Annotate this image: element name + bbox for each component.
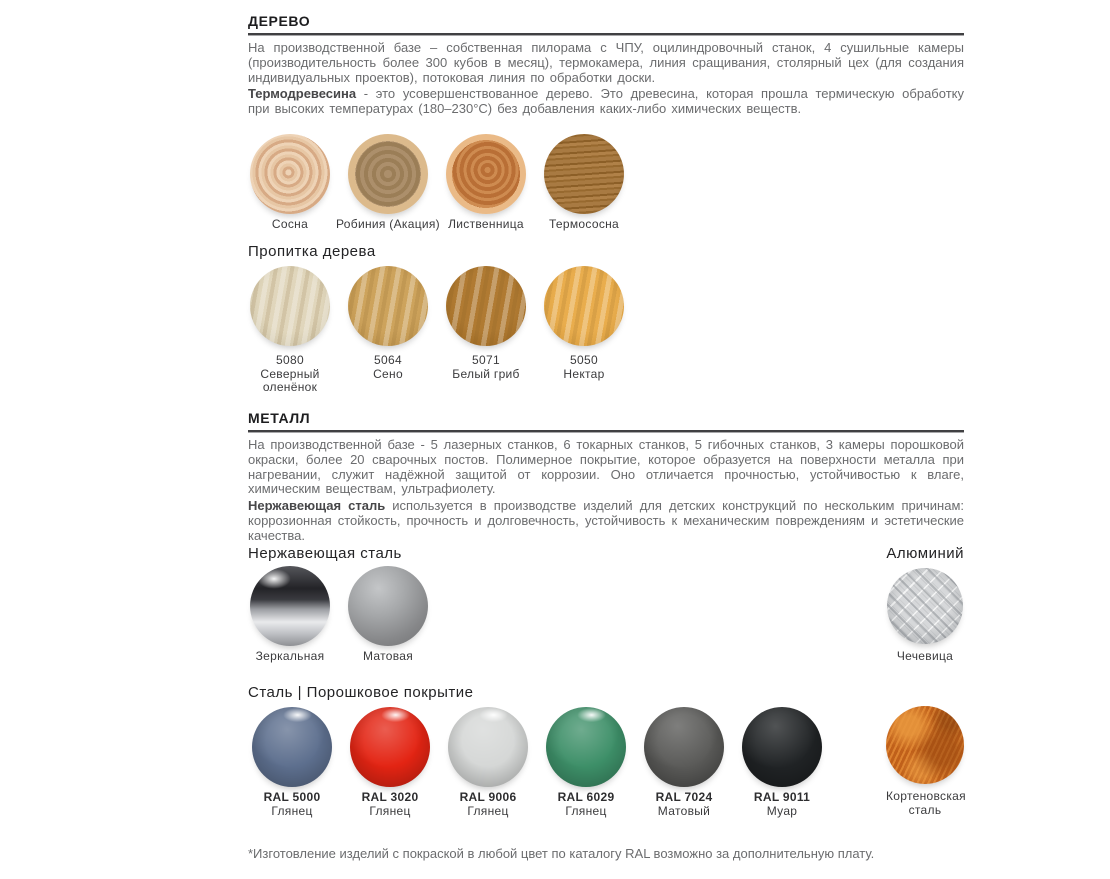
impregnation-title: Пропитка дерева [248,243,376,260]
ral-code: RAL 9011 [753,790,811,804]
corten-label-line2: сталь [908,802,942,817]
wood-section-title: ДЕРЕВО [248,13,311,29]
ral3020-label [362,791,419,818]
wood-section-header [248,13,964,36]
wood-section-divider [248,33,964,36]
wood-swatch-thermopine [544,134,624,231]
stainless-lead: Нержавеющая сталь [248,498,386,514]
impregnation-swatch-5080 [250,266,330,394]
stainless-text: используется в производстве изделий для детских конструкций по нескольким причинам: коррозионная стойкость, прочность и долговечность, устойчивость к механическим повреждениям и эстетические качества. [248,498,965,543]
wood-swatch-robinia [336,134,440,231]
ral-finish: Глянец [467,803,509,818]
metal-section-divider [248,430,964,433]
ral-footnote: *Изготовление изделий с покраской в любой цвет по каталогу RAL возможно за дополнительную плату. [248,846,875,861]
ral7024-label [656,791,713,818]
stain-5050-image [544,266,624,346]
ral7024-ball-image [644,707,724,787]
corten-label [886,790,964,817]
matte-steel-sphere-image [348,566,428,646]
powder-swatch-ral3020 [350,707,430,818]
impregnation-swatch-5071 [446,266,526,381]
stain-code: 5071 [472,353,500,367]
aluminum-checkerplate-image [887,568,963,644]
ral6029-ball-image [546,707,626,787]
ral-code: RAL 5000 [263,790,321,804]
metal-section-text [248,438,964,544]
thermopine-label: Термососна [548,217,620,231]
ral-code: RAL 7024 [655,790,713,804]
stain-5080-image [250,266,330,346]
wood-species-row [250,134,624,231]
robinia-slice-image [348,134,428,214]
wood-swatch-larch [446,134,526,231]
pine-slice-image [250,134,330,214]
corten-swatch [886,706,964,817]
matte-steel-label: Матовая [362,649,414,663]
stain-name-line1: Нектар [563,366,605,381]
ral3020-ball-image [350,707,430,787]
stain-5071-label [452,354,519,381]
thermowood-lead: Термодревесина [248,86,357,102]
ral-code: RAL 3020 [361,790,419,804]
ral9006-label [460,791,517,818]
ral5000-label [264,791,321,818]
larch-label: Лиственница [448,217,524,231]
wood-section-text [248,41,964,117]
corten-label-line1: Кортеновская [886,789,966,803]
powder-swatch-ral9006 [448,707,528,818]
stain-name-line1: Сено [373,366,403,381]
ral5000-ball-image [252,707,332,787]
stainless-title: Нержавеющая сталь [248,545,402,562]
stain-5064-image [348,266,428,346]
stainless-paragraph [248,499,964,543]
stain-5064-label [373,354,403,381]
stain-name-line1: Северный [260,366,320,381]
powder-swatch-ral5000 [252,707,332,818]
thermowood-paragraph [248,87,964,117]
stainless-swatch-matte [348,566,428,663]
stain-code: 5064 [374,353,402,367]
ral-finish: Глянец [565,803,607,818]
powder-title: Сталь | Порошковое покрытие [248,684,474,701]
wood-swatch-pine [250,134,330,231]
powder-swatch-ral9011 [742,707,822,818]
mirror-steel-label: Зеркальная [255,649,325,663]
thermowood-text: - это усовершенствованное дерево. Это древесина, которая прошла термическую обработку при высоких температурах (180–230°С) без добавления каких-либо химических веществ. [248,86,964,117]
ral-finish: Глянец [271,803,313,818]
aluminum-swatch-label: Чечевица [896,649,954,663]
ral9011-ball-image [742,707,822,787]
stain-code: 5050 [570,353,598,367]
wood-intro-paragraph: На производственной базе – собственная пилорама с ЧПУ, оцилиндровочный станок, 4 сушильные камеры (производительность более 300 кубов в месяц), термокамера, линия сращивания, столярный цех (для создания индивидуальных проектов), потоковая линия по обработки доски. [248,40,964,85]
impregnation-swatch-5050 [544,266,624,381]
stain-name-line1: Белый гриб [452,366,520,381]
ral9011-label [754,791,810,818]
impregnation-swatch-5064 [348,266,428,381]
stainless-row [250,566,428,663]
stain-name-line2: оленёнок [262,380,318,394]
ral-finish: Муар [766,803,798,818]
powder-row [252,707,822,818]
metal-intro-paragraph: На производственной базе - 5 лазерных станков, 6 токарных станков, 5 гибочных станков, 3 камеры порошковой окраски, более 20 сварочных постов. Полимерное покрытие, которое образуется на поверхности металла при нагревании, служит надёжной защитой от коррозии. Оно отличается прочностью, устойчивостью к влаге, химическим веществам, ультрафиолету. [248,437,964,497]
stain-5080-label [260,354,319,395]
ral-finish: Матовый [657,803,711,818]
mirror-steel-sphere-image [250,566,330,646]
aluminum-swatch [886,568,964,664]
powder-swatch-ral7024 [644,707,724,818]
impregnation-row [250,266,624,394]
metal-section-title: МЕТАЛЛ [248,410,311,426]
ral9006-ball-image [448,707,528,787]
thermopine-slice-image [544,134,624,214]
stainless-swatch-mirror [250,566,330,663]
stain-5050-label [563,354,604,381]
larch-slice-image [446,134,526,214]
ral-code: RAL 9006 [459,790,517,804]
ral6029-label [558,791,615,818]
metal-section-header [248,410,964,433]
robinia-label: Робиния (Акация) [336,217,440,231]
corten-steel-image [886,706,964,784]
stain-5071-image [446,266,526,346]
stain-code: 5080 [276,353,304,367]
aluminum-title: Алюминий [886,545,964,562]
pine-label: Сосна [271,217,309,231]
powder-swatch-ral6029 [546,707,626,818]
ral-code: RAL 6029 [557,790,615,804]
ral-finish: Глянец [369,803,411,818]
